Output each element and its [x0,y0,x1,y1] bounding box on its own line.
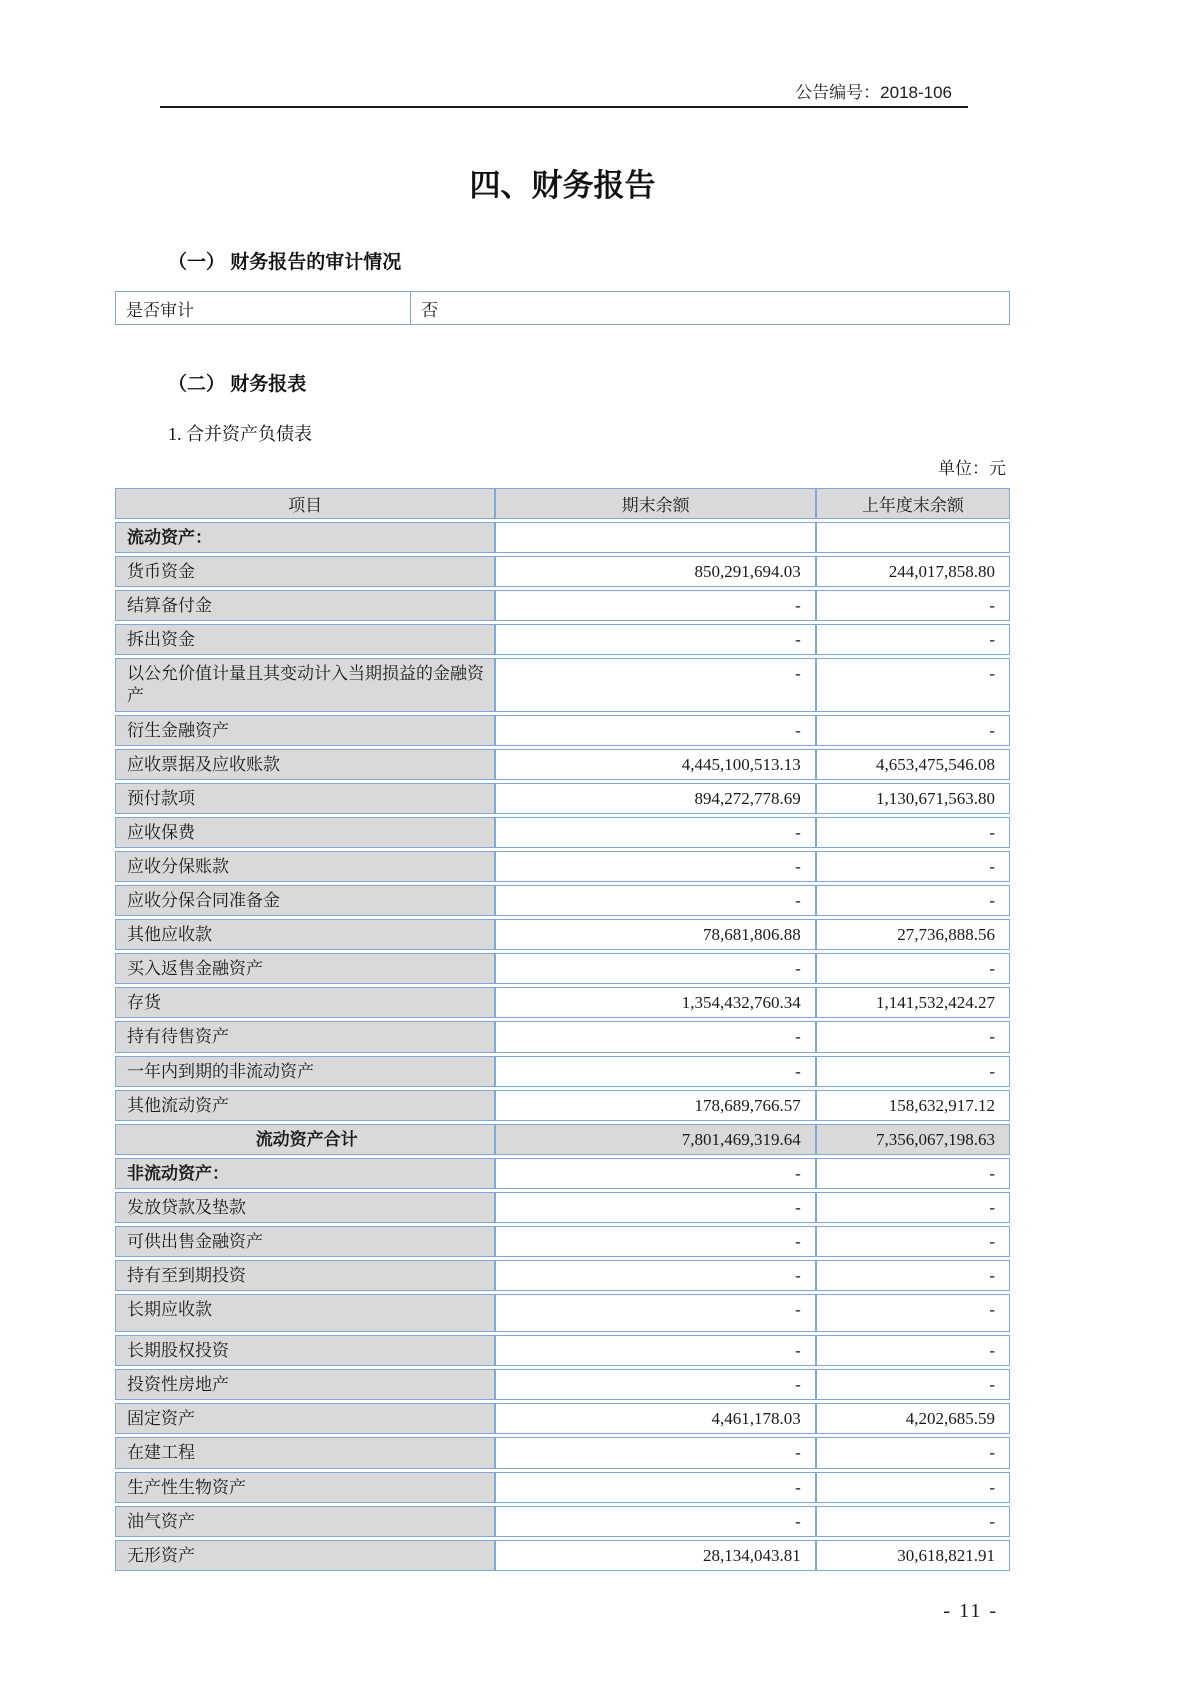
audit-table-row [116,292,1010,325]
item-cell: 非流动资产： [115,1158,495,1189]
current-value-cell: 28,134,043.81 [495,1540,815,1571]
previous-value-cell: - [816,715,1010,746]
table-row [115,1540,1010,1571]
table-row [115,1090,1010,1121]
previous-value-cell: - [816,1021,1010,1052]
table-row [115,1226,1010,1257]
current-value-cell: - [495,1260,815,1291]
previous-value-cell: - [816,658,1010,711]
item-cell: 无形资产 [115,1540,495,1571]
previous-value-cell: - [816,851,1010,882]
current-value-cell: - [495,1472,815,1503]
current-value-cell: - [495,658,815,711]
current-value-cell: - [495,817,815,848]
current-value-cell: - [495,1335,815,1366]
section-heading-statements: （二） 财务报表 [168,374,307,395]
item-cell: 结算备付金 [115,590,495,621]
current-value-cell: 894,272,778.69 [495,783,815,814]
item-cell: 流动资产合计 [115,1124,495,1155]
table-row [115,1260,1010,1291]
item-cell: 油气资产 [115,1506,495,1537]
table-row [115,1021,1010,1052]
item-cell: 一年内到期的非流动资产 [115,1056,495,1087]
item-cell: 生产性生物资产 [115,1472,495,1503]
table-row [115,749,1010,780]
previous-value-cell: - [816,1192,1010,1223]
item-cell: 长期应收款 [115,1294,495,1332]
current-value-cell: - [495,624,815,655]
current-value-cell: - [495,1294,815,1332]
audit-question-cell: 是否审计 [116,292,411,325]
previous-value-cell: 244,017,858.80 [816,556,1010,587]
item-cell: 货币资金 [115,556,495,587]
item-cell: 在建工程 [115,1437,495,1468]
previous-value-cell: - [816,1437,1010,1468]
unit-label: 单位：元 [938,459,1006,478]
item-cell: 应收分保合同准备金 [115,885,495,916]
current-value-cell: - [495,1506,815,1537]
previous-value-cell: - [816,1335,1010,1366]
current-value-cell [495,522,815,553]
document-header [160,78,968,108]
table-row [115,1506,1010,1537]
table-row [115,1472,1010,1503]
table-row [115,919,1010,950]
table-row [115,953,1010,984]
previous-value-cell: - [816,1056,1010,1087]
item-cell: 应收票据及应收账款 [115,749,495,780]
table-row [115,522,1010,553]
item-cell: 投资性房地产 [115,1369,495,1400]
previous-value-cell: - [816,624,1010,655]
current-value-cell: 1,354,432,760.34 [495,987,815,1018]
table-row [115,715,1010,746]
page-number: - 11 - [943,1599,998,1622]
previous-value-cell: - [816,1472,1010,1503]
current-value-cell: - [495,953,815,984]
previous-value-cell: - [816,1506,1010,1537]
item-cell: 持有待售资产 [115,1021,495,1052]
table-row [115,556,1010,587]
previous-value-cell: - [816,1369,1010,1400]
announcement-number: 公告编号：2018-106 [795,83,952,102]
current-value-cell: - [495,1056,815,1087]
table-row [115,1369,1010,1400]
current-value-cell: 7,801,469,319.64 [495,1124,815,1155]
current-value-cell: - [495,590,815,621]
item-cell: 其他流动资产 [115,1090,495,1121]
table-row [115,1335,1010,1366]
column-header-item: 项目 [115,488,495,519]
previous-value-cell: - [816,817,1010,848]
previous-value-cell: - [816,1158,1010,1189]
current-value-cell: 78,681,806.88 [495,919,815,950]
previous-value-cell: 1,141,532,424.27 [816,987,1010,1018]
current-value-cell: - [495,1192,815,1223]
item-cell: 存货 [115,987,495,1018]
current-value-cell: - [495,1369,815,1400]
column-header-prior-year-balance: 上年度末余额 [816,488,1010,519]
table-row [115,1403,1010,1434]
table-row [115,987,1010,1018]
item-cell: 预付款项 [115,783,495,814]
current-value-cell: 4,461,178.03 [495,1403,815,1434]
previous-value-cell: 7,356,067,198.63 [816,1124,1010,1155]
previous-value-cell: 1,130,671,563.80 [816,783,1010,814]
previous-value-cell: - [816,1260,1010,1291]
item-cell: 应收保费 [115,817,495,848]
table-row [115,1192,1010,1223]
table-row [115,783,1010,814]
current-value-cell: 4,445,100,513.13 [495,749,815,780]
previous-value-cell: 30,618,821.91 [816,1540,1010,1571]
table-row [115,590,1010,621]
previous-value-cell: - [816,1226,1010,1257]
column-header-ending-balance: 期末余额 [495,488,815,519]
previous-value-cell: - [816,953,1010,984]
item-cell: 持有至到期投资 [115,1260,495,1291]
page-title: 四、财务报告 [469,168,656,203]
current-value-cell: 850,291,694.03 [495,556,815,587]
balance-sheet-table [115,485,1010,1574]
table-row [115,1158,1010,1189]
current-value-cell: 178,689,766.57 [495,1090,815,1121]
item-cell: 以公允价值计量且其变动计入当期损益的金融资产 [115,658,495,711]
current-value-cell: - [495,1158,815,1189]
item-cell: 可供出售金融资产 [115,1226,495,1257]
previous-value-cell: - [816,590,1010,621]
previous-value-cell: - [816,1294,1010,1332]
table-row [115,885,1010,916]
audit-table [115,291,1010,325]
subsection-heading: 1. 合并资产负债表 [168,424,312,444]
audit-answer-cell: 否 [411,292,1010,325]
previous-value-cell: - [816,885,1010,916]
item-cell: 应收分保账款 [115,851,495,882]
previous-value-cell: 27,736,888.56 [816,919,1010,950]
item-cell: 流动资产： [115,522,495,553]
item-cell: 其他应收款 [115,919,495,950]
item-cell: 固定资产 [115,1403,495,1434]
table-row [115,817,1010,848]
table-row [115,624,1010,655]
previous-value-cell: 4,653,475,546.08 [816,749,1010,780]
table-row [115,1056,1010,1087]
table-row [115,658,1010,711]
current-value-cell: - [495,1226,815,1257]
item-cell: 买入返售金融资产 [115,953,495,984]
current-value-cell: - [495,1437,815,1468]
item-cell: 拆出资金 [115,624,495,655]
table-header-row [115,488,1010,519]
item-cell: 衍生金融资产 [115,715,495,746]
item-cell: 长期股权投资 [115,1335,495,1366]
previous-value-cell: 4,202,685.59 [816,1403,1010,1434]
current-value-cell: - [495,885,815,916]
previous-value-cell: 158,632,917.12 [816,1090,1010,1121]
table-row [115,1124,1010,1155]
current-value-cell: - [495,851,815,882]
table-row [115,1437,1010,1468]
item-cell: 发放贷款及垫款 [115,1192,495,1223]
previous-value-cell [816,522,1010,553]
table-row [115,1294,1010,1332]
section-heading-audit: （一） 财务报告的审计情况 [168,252,402,273]
table-row [115,851,1010,882]
header-rule [160,106,968,108]
current-value-cell: - [495,1021,815,1052]
current-value-cell: - [495,715,815,746]
